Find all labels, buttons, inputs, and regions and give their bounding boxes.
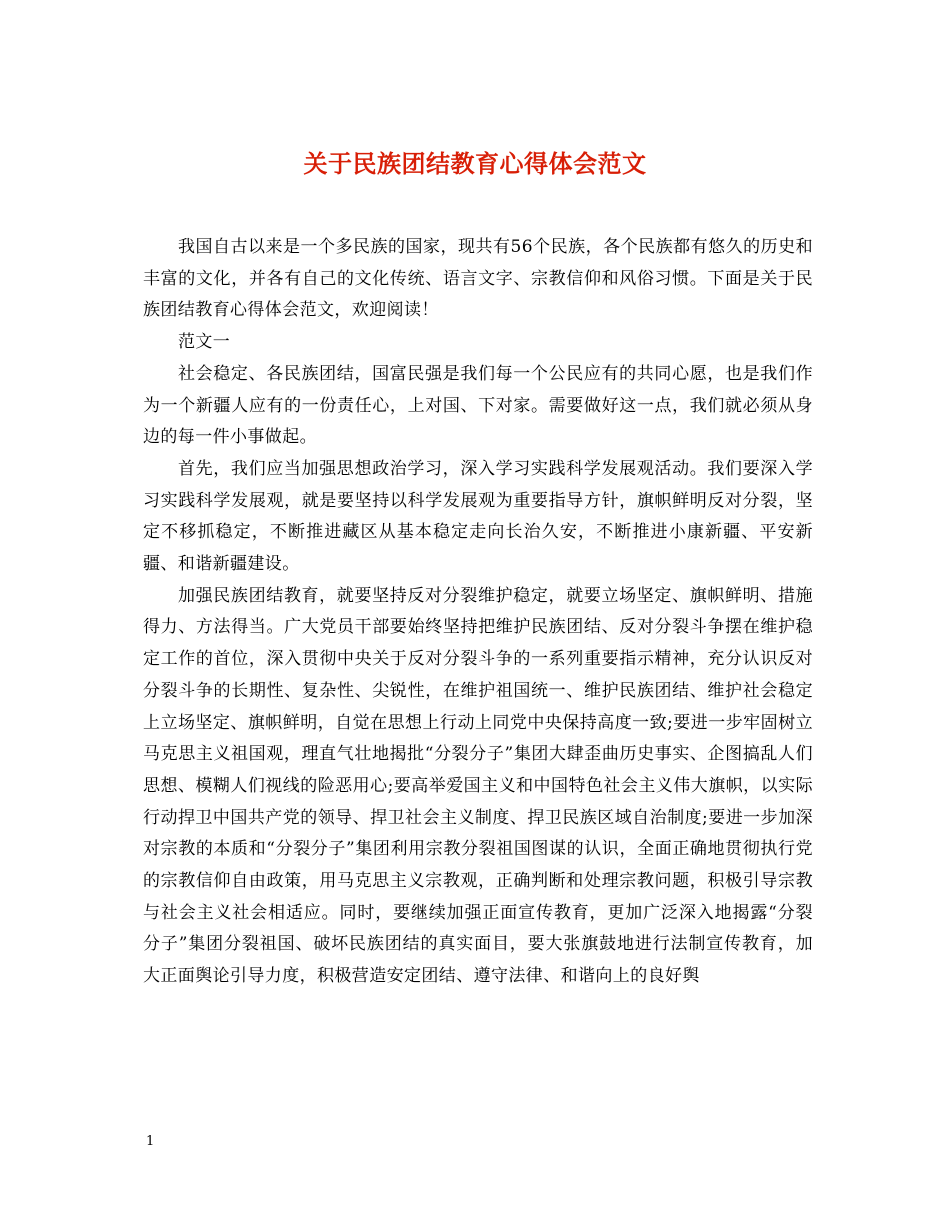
- paragraph: 社会稳定、各民族团结，国富民强是我们每一个公民应有的共同心愿，也是我们作为一个新疆人应有的一份责任心，上对国、下对家。需要做好这一点，我们就必须从身边的每一件小事做起。: [143, 363, 813, 448]
- paragraph: 首先，我们应当加强思想政治学习，深入学习实践科学发展观活动。我们要深入学习实践科学发展观，就是要坚持以科学发展观为重要指导方针，旗帜鲜明反对分裂，坚定不移抓稳定，不断推进藏区从基本稳定走向长治久安，不断推进小康新疆、平安新疆、和谐新疆建设。: [143, 458, 813, 575]
- section-heading-fanwen-1: 范文一: [178, 332, 231, 353]
- page-number: 1: [146, 1134, 155, 1149]
- document-body: [143, 232, 813, 993]
- document-title: 关于民族团结教育心得体会范文: [303, 149, 647, 179]
- paragraph: 加强民族团结教育，就要坚持反对分裂维护稳定，就要立场坚定、旗帜鲜明、措施得力、方法得当。广大党员干部要始终坚持把维护民族团结、反对分裂斗争摆在维护稳定工作的首位，深入贯彻中央关于反对分裂斗争的一系列重要指示精神，充分认识反对分裂斗争的长期性、复杂性、尖锐性，在维护祖国统一、维护民族团结、维护社会稳定上立场坚定、旗帜鲜明，自觉在思想上行动上同党中央保持高度一致;要进一步牢固树立马克思主义祖国观，理直气壮地揭批“分裂分子”集团大肆歪曲历史事实、企图搞乱人们思想、模糊人们视线的险恶用心;要高举爱国主义和中国特色社会主义伟大旗帜，以实际行动捍卫中国共产党的领导、捍卫社会主义制度、捍卫民族区域自治制度;要进一步加深对宗教的本质和“分裂分子”集团利用宗教分裂祖国图谋的认识，全面正确地贯彻执行党的宗教信仰自由政策，用马克思主义宗教观，正确判断和处理宗教问题，积极引导宗教与社会主义社会相适应。同时，要继续加强正面宣传教育，更加广泛深入地揭露“分裂分子”集团分裂祖国、破坏民族团结的真实面目，要大张旗鼓地进行法制宣传教育，加大正面舆论引导力度，积极营造安定团结、遵守法律、和谐向上的良好舆: [143, 585, 813, 987]
- paragraph-intro: 我国自古以来是一个多民族的国家，现共有56个民族，各个民族都有悠久的历史和丰富的文化，并各有自己的文化传统、语言文字、宗教信仰和风俗习惯。下面是关于民族团结教育心得体会范文，欢迎阅读！: [143, 237, 813, 321]
